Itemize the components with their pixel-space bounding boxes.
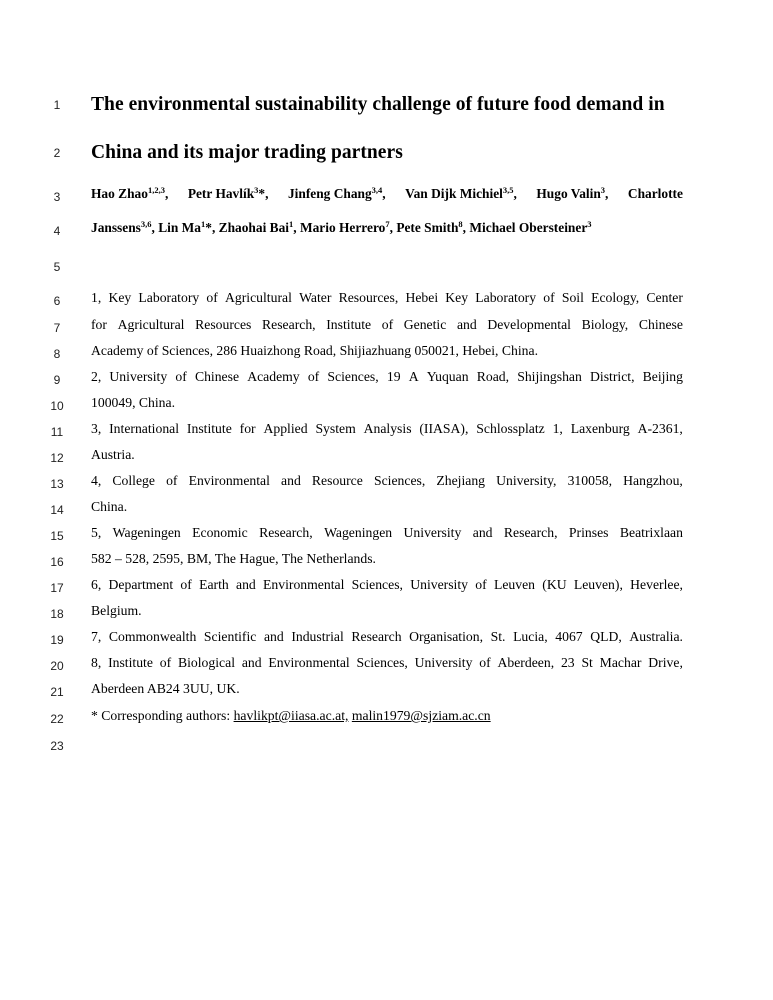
line-number: 14 [50, 503, 64, 517]
author-name: Pete Smith [396, 220, 459, 235]
line-number: 10 [50, 399, 64, 413]
author [91, 220, 155, 235]
author [158, 220, 215, 235]
author [469, 220, 591, 235]
author-separator: , [462, 220, 467, 235]
author [405, 186, 517, 202]
line-number: 2 [53, 146, 61, 160]
affiliation-2-line-2: 100049, China. [91, 395, 176, 410]
author-separator: , [164, 186, 169, 201]
author-name: Petr Havlík [187, 186, 255, 201]
author-name: Lin Ma [158, 220, 201, 235]
affiliation-superscript: 3 [254, 185, 259, 195]
affiliation-superscript: 3,4 [371, 185, 383, 195]
author-separator: , [389, 220, 393, 235]
affiliation-7: 7, Commonwealth Scientific and Industrial Research Organisation, St. Lucia, 4067 QLD, Australia. [91, 629, 683, 644]
affiliation-superscript: 7 [385, 219, 390, 229]
author [288, 186, 386, 202]
line-number: 11 [50, 425, 64, 439]
line-number: 8 [53, 347, 61, 361]
author-separator: , [605, 186, 609, 201]
line-number: 5 [53, 260, 61, 274]
affiliation-1-line-2: for Agricultural Resources Research, Institute of Genetic and Developmental Biology, Chinese [91, 317, 683, 332]
author-separator: , [151, 220, 155, 235]
affiliation-superscript: 1 [201, 219, 206, 229]
affiliation-superscript: 1 [288, 219, 294, 229]
author-name: Mario Herrero [299, 220, 386, 235]
author-separator: *, [205, 220, 216, 235]
affiliation-superscript: 3,6 [140, 219, 152, 229]
author-line-1 [91, 186, 683, 202]
affiliation-4-line-2: China. [91, 499, 128, 514]
author [300, 220, 393, 235]
affiliation-5-line-1: 5, Wageningen Economic Research, Wageningen University and Research, Prinses Beatrixlaan [91, 525, 683, 540]
corresponding-label: * Corresponding authors: [91, 708, 231, 723]
author-name: Hugo Valin [536, 186, 601, 201]
line-number: 1 [53, 98, 61, 112]
line-number: 12 [50, 451, 64, 465]
line-number: 21 [50, 685, 64, 699]
affiliation-5-line-2: 582 – 528, 2595, BM, The Hague, The Netherlands. [91, 551, 376, 566]
affiliation-6-line-1: 6, Department of Earth and Environmental Sciences, University of Leuven (KU Leuven), Heverlee, [91, 577, 683, 592]
author-separator: , [382, 186, 386, 201]
affiliation-2-line-1: 2, University of Chinese Academy of Sciences, 19 A Yuquan Road, Shijingshan District, Beijing [91, 369, 683, 384]
affiliation-1-line-3: Academy of Sciences, 286 Huaizhong Road, Shijiazhuang 050021, Hebei, China. [91, 343, 539, 358]
line-number: 18 [50, 607, 64, 621]
author-name: Hao Zhao [91, 186, 148, 201]
corresponding-authors [91, 708, 683, 724]
affiliation-8-line-2: Aberdeen AB24 3UU, UK. [91, 681, 240, 696]
author-name: Zhaohai Bai [218, 220, 289, 235]
paper-title-line-2: China and its major trading partners [91, 142, 403, 163]
author [91, 186, 168, 202]
line-number: 17 [50, 581, 64, 595]
affiliation-superscript: 3 [600, 185, 606, 195]
author-name: Jinfeng Chang [287, 186, 372, 201]
line-number: 19 [50, 633, 64, 647]
author-name: Janssens [91, 220, 141, 235]
line-number: 22 [50, 712, 64, 726]
line-number: 6 [53, 294, 61, 308]
line-number: 3 [53, 190, 61, 204]
affiliation-3-line-1: 3, International Institute for Applied System Analysis (IIASA), Schlossplatz 1, Laxenburg A-2361, [91, 421, 683, 436]
affiliation-1-line-1: 1, Key Laboratory of Agricultural Water Resources, Hebei Key Laboratory of Soil Ecology, Center [91, 290, 683, 305]
affiliation-superscript: 3,5 [502, 185, 514, 195]
line-number: 13 [50, 477, 64, 491]
line-number: 23 [50, 739, 64, 753]
email-link-malin[interactable]: malin1979@sjziam.ac.cn [351, 708, 491, 723]
author [188, 186, 269, 202]
paper-title-line-1: The environmental sustainability challenge of future food demand in [91, 94, 665, 115]
affiliation-6-line-2: Belgium. [91, 603, 142, 618]
affiliation-superscript: 1,2,3 [147, 185, 165, 195]
author [396, 220, 466, 235]
author-separator: , [513, 186, 517, 201]
affiliation-8-line-1: 8, Institute of Biological and Environmental Sciences, University of Aberdeen, 23 St Machar Drive, [91, 655, 683, 670]
line-number: 15 [50, 529, 64, 543]
line-number: 7 [53, 321, 61, 335]
author-name: Charlotte [627, 186, 683, 201]
line-number: 4 [53, 224, 61, 238]
email-link-havlik[interactable]: havlikpt@iiasa.ac.at, [233, 708, 349, 723]
line-number: 9 [53, 373, 61, 387]
affiliation-superscript: 3 [587, 219, 592, 229]
affiliation-superscript: 8 [458, 219, 463, 229]
author-name: Michael Obersteiner [469, 220, 588, 235]
line-number: 20 [50, 659, 64, 673]
author [628, 186, 683, 202]
author [536, 186, 608, 202]
author-separator: *, [258, 186, 269, 201]
affiliation-4-line-1: 4, College of Environmental and Resource Sciences, Zhejiang University, 310058, Hangzhou, [91, 473, 683, 488]
affiliation-3-line-2: Austria. [91, 447, 135, 462]
line-number: 16 [50, 555, 64, 569]
author-name: Van Dijk Michiel [405, 186, 503, 201]
author-line-2 [91, 220, 683, 236]
author-separator: , [293, 220, 297, 235]
author [219, 220, 297, 235]
